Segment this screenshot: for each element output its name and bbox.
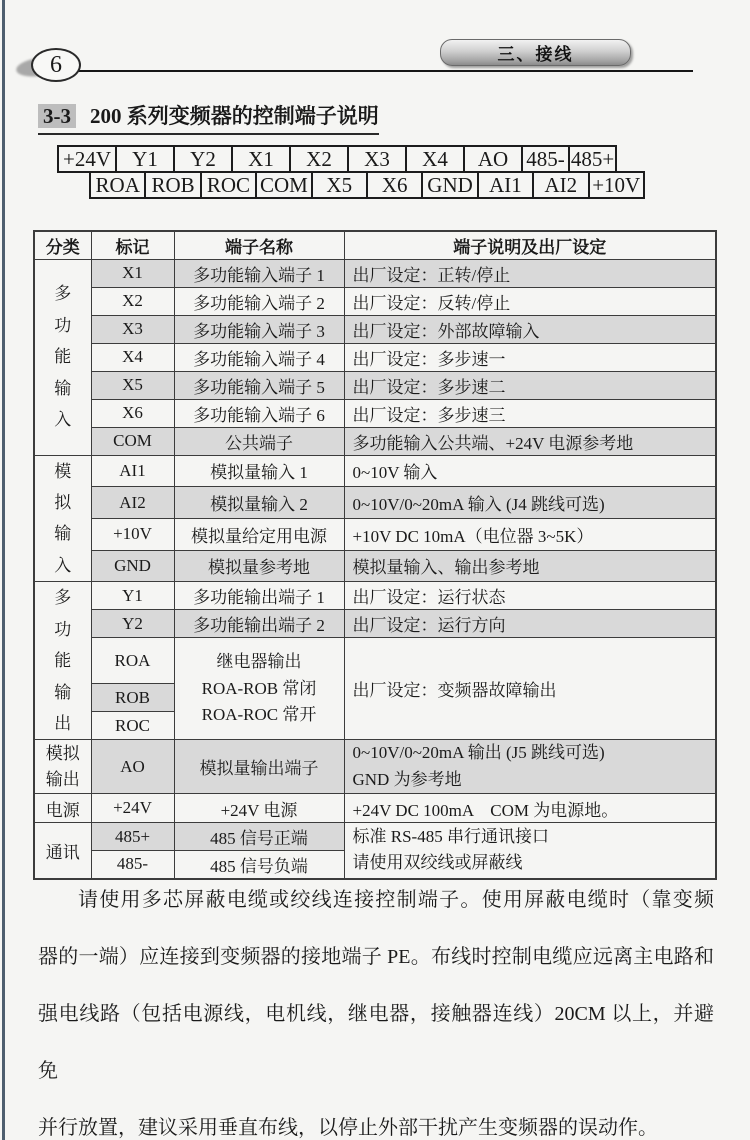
- category-cell: 通讯: [34, 823, 91, 879]
- relay-name-cell: [174, 638, 344, 740]
- note-line: 强电线路（包括电源线，电机线，继电器，接触器连线）20CM 以上，并避免: [38, 1003, 714, 1082]
- terminal-cell: GND: [421, 171, 478, 199]
- mark-cell: X4: [91, 343, 174, 371]
- col-header-category: 分类: [34, 231, 91, 259]
- terminal-cell: ROB: [144, 171, 201, 199]
- category-cell: 多功能输入: [34, 259, 91, 455]
- mark-cell: +10V: [91, 518, 174, 550]
- name-cell: 多功能输出端子 2: [174, 610, 344, 638]
- terminal-cell: X6: [366, 171, 423, 199]
- desc-line: 0~10V/0~20mA 输出 (J5 跳线可选): [352, 743, 605, 763]
- terminal-cell: Y1: [115, 145, 175, 173]
- table-row: [34, 399, 716, 427]
- desc-cell: 出厂设定：反转/停止: [344, 287, 716, 315]
- terminal-cell: COM: [255, 171, 312, 199]
- table-header-row: [34, 231, 716, 259]
- mark-cell: X6: [91, 399, 174, 427]
- col-header-mark: 标记: [91, 231, 174, 259]
- terminal-cell: AI1: [477, 171, 534, 199]
- desc-line: 标准 RS-485 串行通讯接口: [352, 827, 549, 847]
- desc-cell: 出厂设定：运行状态: [344, 582, 716, 610]
- name-cell: 485 信号正端: [174, 823, 344, 851]
- mark-cell: X5: [91, 371, 174, 399]
- mark-cell: ROB: [91, 684, 174, 712]
- table-row: [34, 287, 716, 315]
- category-cell: 电源: [34, 794, 91, 823]
- mark-cell: X3: [91, 315, 174, 343]
- terminal-cell: ROA: [89, 171, 146, 199]
- terminal-cell: X4: [405, 145, 465, 173]
- col-header-name: 端子名称: [174, 231, 344, 259]
- category-cell: 多功能输出: [34, 582, 91, 740]
- name-cell: 多功能输入端子 3: [174, 315, 344, 343]
- name-cell: 模拟量输出端子: [174, 740, 344, 794]
- note-paragraph: [38, 872, 714, 1140]
- terminal-cell: ROC: [200, 171, 257, 199]
- table-row: [34, 518, 716, 550]
- mark-cell: ROC: [91, 712, 174, 740]
- desc-cell: 出厂设定：多步速三: [344, 399, 716, 427]
- name-cell: 多功能输入端子 2: [174, 287, 344, 315]
- mark-cell: ROA: [91, 638, 174, 684]
- name-cell: 模拟量输入 1: [174, 455, 344, 487]
- desc-cell: 出厂设定：多步速一: [344, 343, 716, 371]
- section-title: [38, 100, 379, 135]
- name-cell: 模拟量给定用电源: [174, 518, 344, 550]
- desc-line: GND 为参考地: [352, 769, 462, 789]
- name-cell: 多功能输入端子 1: [174, 259, 344, 287]
- terminal-cell: X5: [311, 171, 368, 199]
- table-row: [34, 638, 716, 684]
- mark-cell: AO: [91, 740, 174, 794]
- terminal-strip-row-1: [57, 145, 617, 173]
- table-row: [34, 794, 716, 823]
- name-cell: 公共端子: [174, 427, 344, 455]
- table-row: [34, 259, 716, 287]
- table-row: [34, 740, 716, 794]
- desc-cell: [344, 740, 716, 794]
- relay-desc-cell: 出厂设定：变频器故障输出: [344, 638, 716, 740]
- category-cell: 模拟输出: [34, 740, 91, 794]
- relay-name-line: ROA-ROB 常闭: [201, 678, 317, 698]
- mark-cell: 485+: [91, 823, 174, 851]
- terminal-cell: 485+: [568, 145, 617, 173]
- table-row: [34, 550, 716, 582]
- name-cell: 模拟量参考地: [174, 550, 344, 582]
- relay-name-line: 继电器输出: [216, 652, 302, 672]
- page-number: 6: [50, 51, 62, 78]
- terminal-cell: X1: [231, 145, 291, 173]
- name-cell: +24V 电源: [174, 794, 344, 823]
- terminal-cell: Y2: [173, 145, 233, 173]
- terminal-cell: AI2: [532, 171, 589, 199]
- desc-cell: 出厂设定：外部故障输入: [344, 315, 716, 343]
- terminal-cell: +24V: [57, 145, 117, 173]
- section-banner-label: 三、接线: [497, 45, 574, 64]
- section-banner: [440, 39, 631, 66]
- note-line: 器的一端）应连接到变频器的接地端子 PE。布线时控制电缆应远离主电路和: [38, 946, 714, 968]
- note-line: 并行放置，建议采用垂直布线，以停止外部干扰产生变频器的误动作。: [38, 1117, 658, 1139]
- desc-cell: 模拟量输入、输出参考地: [344, 550, 716, 582]
- category-cell: 模拟输入: [34, 455, 91, 582]
- name-cell: 多功能输入端子 5: [174, 371, 344, 399]
- name-cell: 485 信号负端: [174, 851, 344, 879]
- name-cell: 多功能输入端子 4: [174, 343, 344, 371]
- terminal-cell: X3: [347, 145, 407, 173]
- terminal-table: [33, 230, 717, 880]
- desc-cell: 出厂设定：多步速二: [344, 371, 716, 399]
- name-cell: 多功能输入端子 6: [174, 399, 344, 427]
- mark-cell: AI1: [91, 455, 174, 487]
- desc-cell: 出厂设定：正转/停止: [344, 259, 716, 287]
- desc-cell: +24V DC 100mA COM 为电源地。: [344, 794, 716, 823]
- table-row: [34, 315, 716, 343]
- mark-cell: X2: [91, 287, 174, 315]
- scan-edge-line: [2, 0, 5, 1140]
- mark-cell: 485-: [91, 851, 174, 879]
- desc-cell: 出厂设定：运行方向: [344, 610, 716, 638]
- desc-cell: 0~10V/0~20mA 输入 (J4 跳线可选): [344, 487, 716, 519]
- terminal-cell: AO: [463, 145, 523, 173]
- desc-line: 请使用双绞线或屏蔽线: [352, 853, 523, 873]
- mark-cell: X1: [91, 259, 174, 287]
- section-number: 3-3: [38, 104, 76, 128]
- name-cell: 模拟量输入 2: [174, 487, 344, 519]
- table-row: [34, 610, 716, 638]
- mark-cell: Y1: [91, 582, 174, 610]
- desc-cell: +10V DC 10mA（电位器 3~5K）: [344, 518, 716, 550]
- desc-cell: [344, 823, 716, 879]
- table-row: [34, 487, 716, 519]
- table-row: [34, 455, 716, 487]
- page-number-badge: [31, 48, 81, 82]
- mark-cell: AI2: [91, 487, 174, 519]
- section-title-text: 200 系列变频器的控制端子说明: [90, 104, 379, 128]
- table-row: [34, 343, 716, 371]
- table-row: [34, 823, 716, 851]
- terminal-cell: +10V: [588, 171, 645, 199]
- relay-name-line: ROA-ROC 常开: [201, 705, 317, 725]
- mark-cell: +24V: [91, 794, 174, 823]
- mark-cell: COM: [91, 427, 174, 455]
- mark-cell: Y2: [91, 610, 174, 638]
- header-rule: [55, 70, 693, 72]
- table-row: [34, 371, 716, 399]
- terminal-cell: X2: [289, 145, 349, 173]
- mark-cell: GND: [91, 550, 174, 582]
- terminal-strip-row-2: [89, 171, 645, 199]
- table-row: [34, 582, 716, 610]
- note-line: 请使用多芯屏蔽电缆或绞线连接控制端子。使用屏蔽电缆时（靠变频: [78, 889, 714, 911]
- terminal-cell: 485-: [521, 145, 570, 173]
- name-cell: 多功能输出端子 1: [174, 582, 344, 610]
- desc-cell: 0~10V 输入: [344, 455, 716, 487]
- table-row: [34, 427, 716, 455]
- desc-cell: 多功能输入公共端、+24V 电源参考地: [344, 427, 716, 455]
- col-header-desc: 端子说明及出厂设定: [344, 231, 716, 259]
